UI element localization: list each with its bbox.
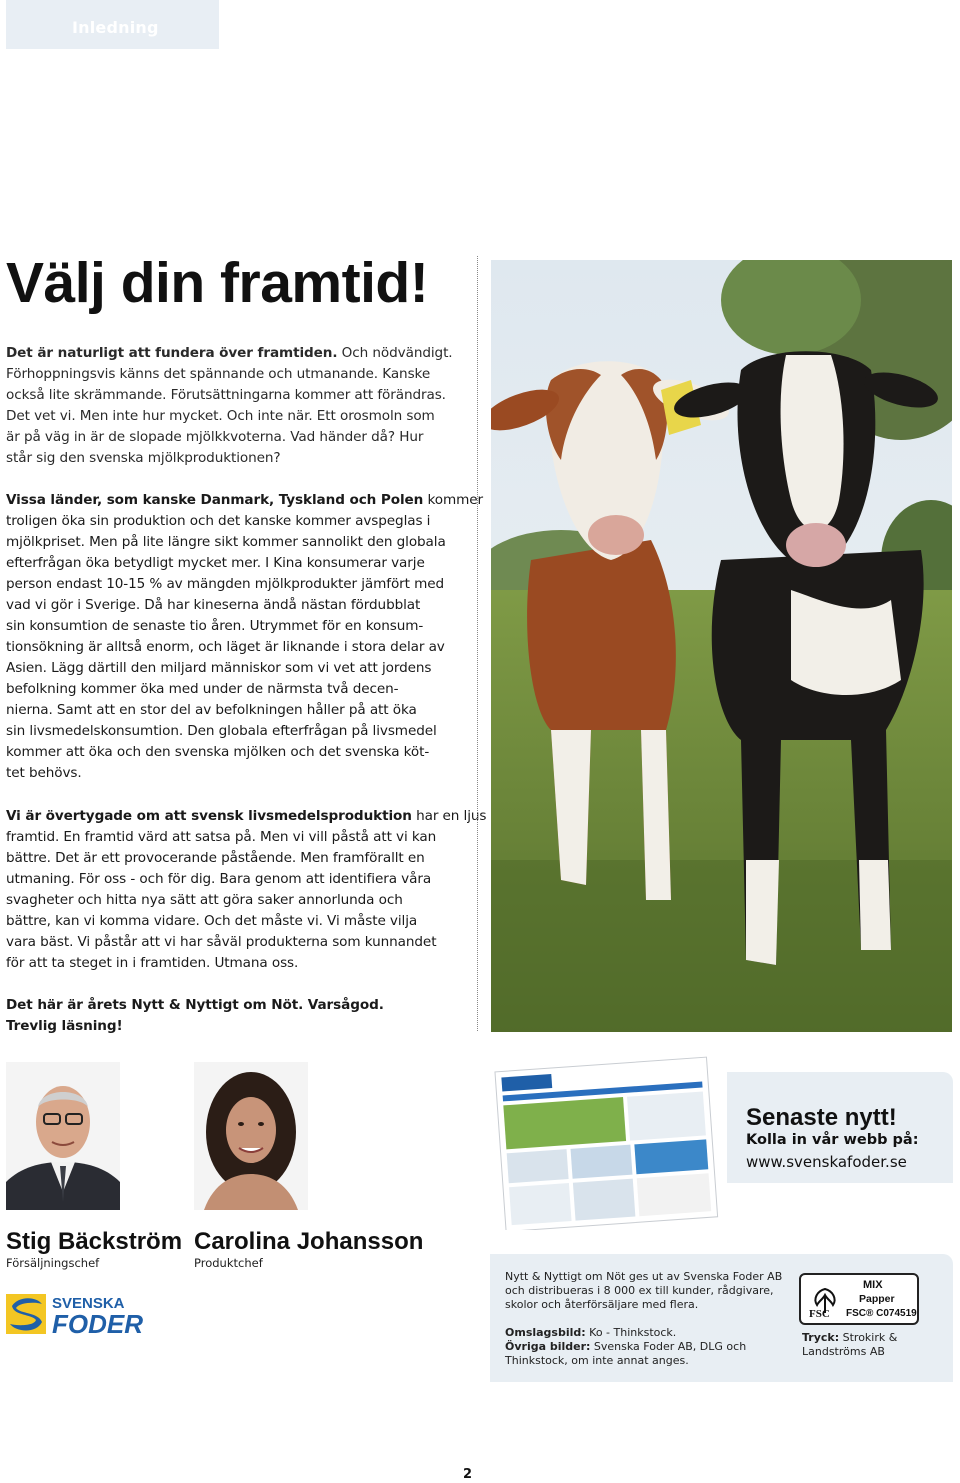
intro-line: Det vet vi. Men inte hur mycket. Och inte när. Ett orosmoln som [6, 408, 435, 424]
body3-line: framtid. En framtid värd att satsa på. Men vi vill påstå att vi kan [6, 829, 437, 845]
body3-line: har en ljus [411, 808, 487, 824]
print-value: Strokirk & Landströms AB [802, 1331, 898, 1358]
body2-line: troligen öka sin produktion och det kanske kommer avspeglas i [6, 513, 431, 529]
portrait-carolina [194, 1062, 308, 1210]
intro-line: står sig den svenska mjölkproduktionen? [6, 450, 281, 466]
colophon-intro: Nytt & Nyttigt om Nöt ges ut av Svenska Foder AB och distribueras i 8 000 ex till kunder, rådgivare, skolor och återförsäljare med flera. [505, 1270, 783, 1311]
portrait-stig [6, 1062, 120, 1210]
body2-line: nierna. Samt att en stor del av befolkningen håller på att öka [6, 702, 417, 718]
section-tab [6, 0, 219, 49]
cover-label: Omslagsbild: [505, 1326, 586, 1339]
body2-line: efterfrågan öka betydligt mycket mer. I Kina konsumerar varje [6, 555, 425, 571]
person-name: Stig Bäckström [6, 1228, 183, 1255]
person-role: Försäljningschef [6, 1256, 100, 1270]
body2-line: kommer [423, 492, 483, 508]
intro-line: Och nödvändigt. [337, 345, 453, 361]
section-tab-label: Inledning [72, 18, 159, 37]
page-title: Välj din framtid! [6, 251, 429, 315]
colophon-text [505, 1270, 785, 1368]
intro-line: Förhoppningsvis känns det spännande och utmanande. Kanske [6, 366, 431, 382]
body-paragraph-2 [6, 490, 483, 784]
body2-line: sin konsumtion de senaste tio åren. Utrymmet för en konsum- [6, 618, 424, 634]
body-paragraph-3 [6, 806, 487, 974]
web-subtitle: Kolla in vår webb på: [746, 1132, 919, 1148]
body2-lead: Vissa länder, som kanske Danmark, Tyskland och Polen [6, 492, 424, 508]
svenska-foder-logo [6, 1292, 156, 1336]
body3-lead: Vi är övertygade om att svensk livsmedelsproduktion [6, 808, 412, 824]
intro-line: också lite skrämmande. Förutsättningarna kommer att förändras. [6, 387, 446, 403]
print-label: Tryck: [802, 1331, 840, 1344]
closing-line: Det här är årets Nytt & Nyttigt om Nöt. Varsågod. [6, 997, 384, 1013]
logo-line1: SVENSKA [52, 1295, 125, 1312]
body2-line: befolkning kommer öka med under de närmsta två decen- [6, 681, 399, 697]
fsc-paper: Papper [859, 1293, 895, 1305]
intro-paragraph [6, 343, 468, 469]
fsc-code: FSC® C074519 [846, 1308, 917, 1319]
calves-photo [491, 260, 952, 1032]
body2-line: kommer att öka och den svenska mjölken och det svenska köt- [6, 744, 430, 760]
web-title: Senaste nytt! [746, 1104, 897, 1131]
fsc-label [799, 1273, 919, 1325]
printer-info [802, 1331, 942, 1359]
body2-line: tionsökning är alltså enorm, och läget är liknande i stora delar av [6, 639, 445, 655]
body2-line: Asien. Lägg därtill den miljard människor som vi vet att jordens [6, 660, 432, 676]
body3-line: utmaning. För oss - och för dig. Bara genom att identifiera våra [6, 871, 432, 887]
body3-line: vara bäst. Vi påstår att vi har såväl produkterna som kunnandet [6, 934, 437, 950]
fsc-word: FSC [809, 1308, 830, 1320]
body2-line: vad vi gör i Sverige. Då har kineserna ändå nästan fördubblat [6, 597, 421, 613]
cover-value: Ko - Thinkstock. [585, 1326, 677, 1339]
other-images-value: Svenska Foder AB, DLG och Thinkstock, om inte annat anges. [505, 1340, 747, 1367]
body3-line: svagheter och hitta nya sätt att göra saker annorlunda och [6, 892, 403, 908]
body3-line: för att ta steget in i framtiden. Utmana oss. [6, 955, 299, 971]
page-number: 2 [463, 1467, 473, 1482]
body2-line: sin livsmedelskonsumtion. Den globala efterfrågan på livsmedel [6, 723, 437, 739]
body2-line: tet behövs. [6, 765, 82, 781]
intro-line: är på väg in är de slopade mjölkkvoterna. Vad händer då? Hur [6, 429, 424, 445]
web-url-link[interactable]: www.svenskafoder.se [746, 1153, 907, 1171]
closing-line: Trevlig läsning! [6, 1018, 123, 1034]
body3-line: bättre, kan vi komma vidare. Och det måste vi. Vi måste vilja [6, 913, 418, 929]
intro-lead: Det är naturligt att fundera över framtiden. [6, 345, 338, 361]
person-name: Carolina Johansson [194, 1228, 424, 1255]
body2-line: person endast 10-15 % av mängden mjölkprodukter jämfört med [6, 576, 445, 592]
logo-line2: FODER [52, 1309, 143, 1336]
body2-line: mjölkpriset. Men på lite längre sikt kommer sannolikt den globala [6, 534, 446, 550]
other-images-label: Övriga bilder: [505, 1340, 591, 1353]
body3-line: bättre. Det är ett provocerande påstående. Men framförallt en [6, 850, 425, 866]
person-role: Produktchef [194, 1256, 263, 1270]
column-divider [477, 256, 478, 1031]
website-screenshot [494, 1050, 728, 1230]
fsc-mix: MIX [863, 1279, 883, 1291]
closing-paragraph [6, 995, 468, 1037]
